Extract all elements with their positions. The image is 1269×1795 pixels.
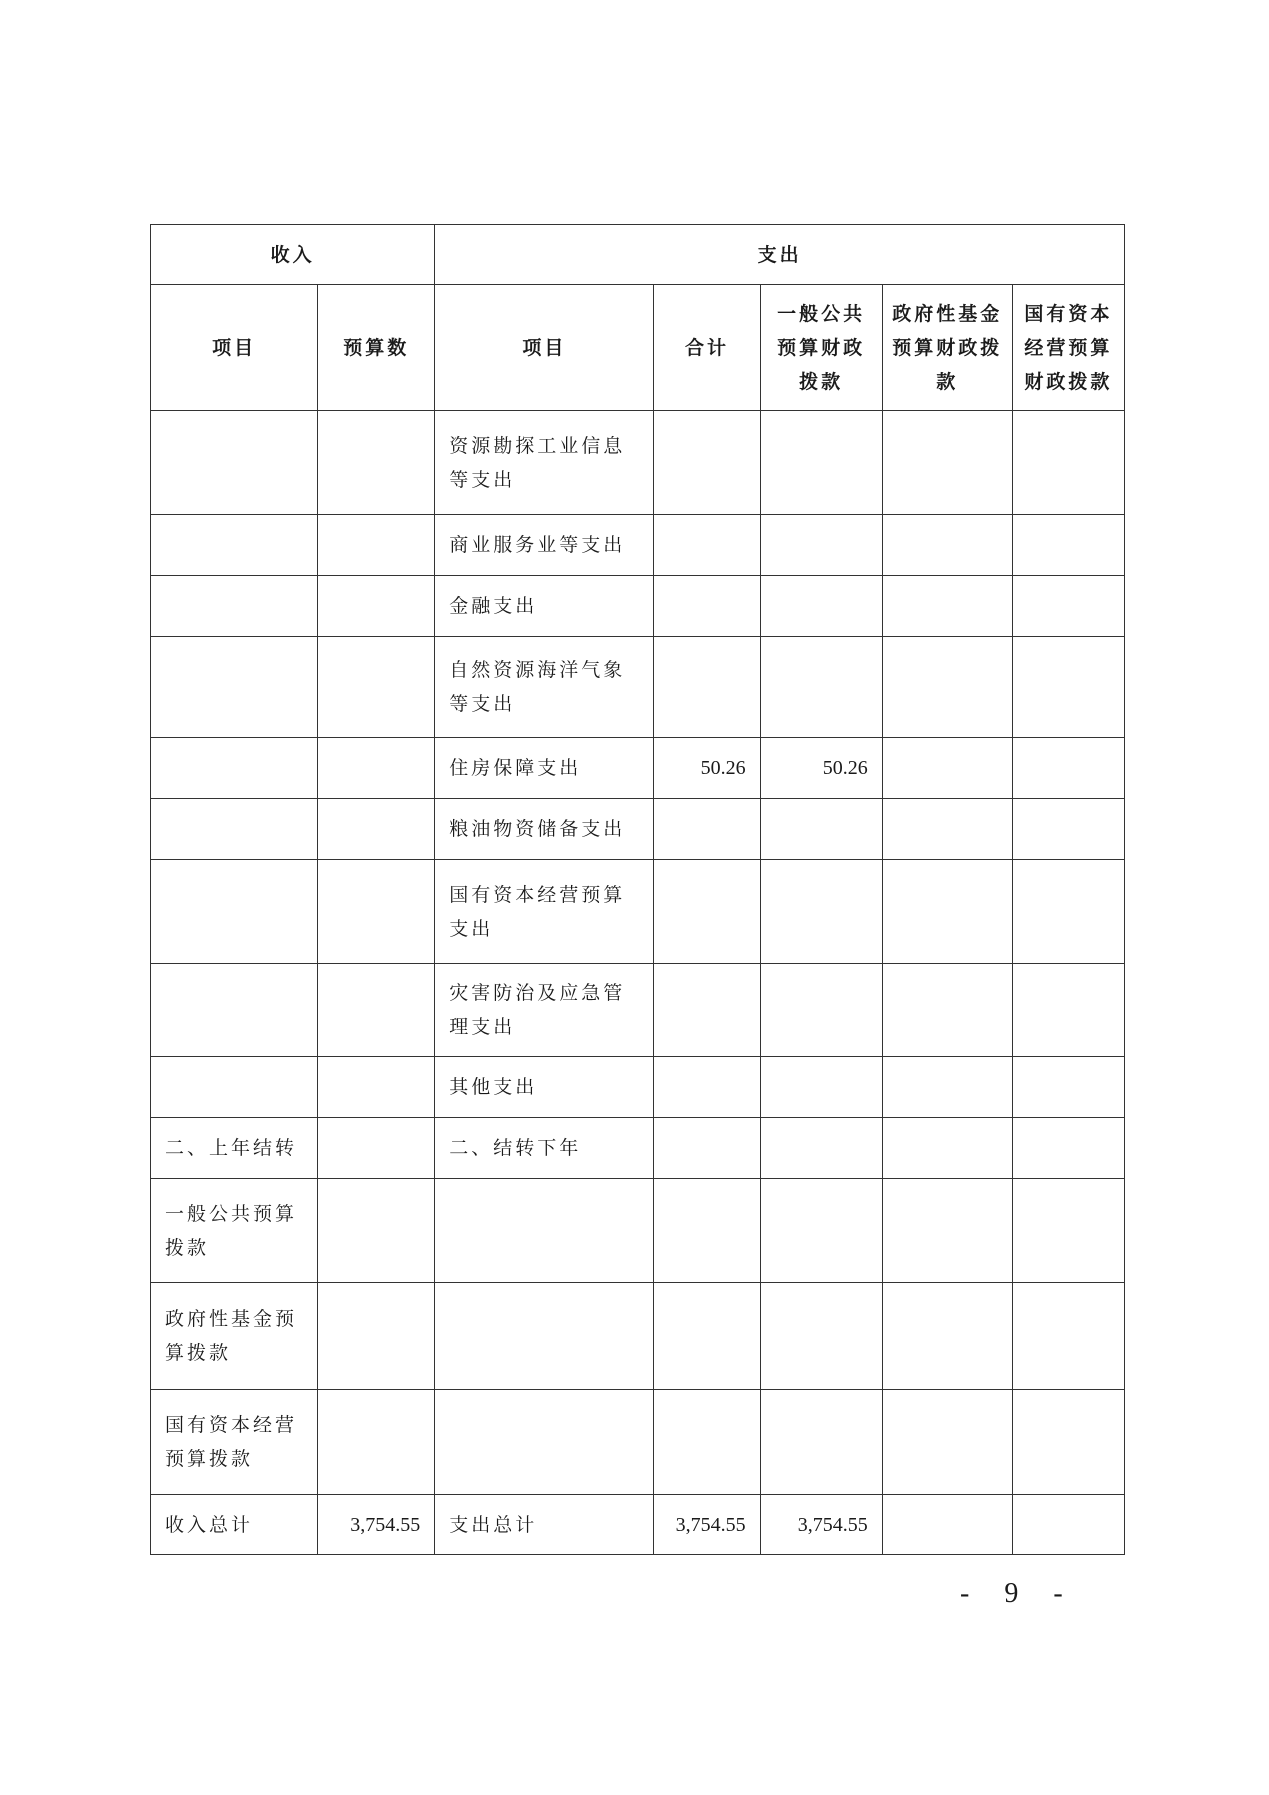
expense-item-cell: 金融支出	[435, 576, 654, 637]
income-item-cell	[151, 1057, 318, 1118]
col-income-item: 项目	[151, 285, 318, 411]
income-item-cell	[151, 411, 318, 515]
income-amount-cell	[318, 964, 435, 1057]
income-amount-cell	[318, 411, 435, 515]
general-cell: 50.26	[760, 738, 882, 799]
state-capital-cell	[1012, 860, 1124, 964]
total-cell	[654, 1179, 760, 1283]
income-item-cell	[151, 799, 318, 860]
general-cell	[760, 964, 882, 1057]
general-cell	[760, 1390, 882, 1495]
total-cell	[654, 515, 760, 576]
expense-item-cell: 资源勘探工业信息等支出	[435, 411, 654, 515]
income-item-cell: 政府性基金预算拨款	[151, 1283, 318, 1390]
gov-fund-cell	[882, 411, 1012, 515]
table-row	[151, 515, 1125, 576]
expense-item-cell: 其他支出	[435, 1057, 654, 1118]
budget-table	[150, 224, 1125, 1555]
col-gov-fund: 政府性基金预算财政拨款	[882, 285, 1012, 411]
expense-item-cell	[435, 1179, 654, 1283]
col-state-capital: 国有资本经营预算财政拨款	[1012, 285, 1124, 411]
general-cell	[760, 1179, 882, 1283]
state-capital-cell	[1012, 964, 1124, 1057]
gov-fund-cell	[882, 964, 1012, 1057]
table-row	[151, 738, 1125, 799]
state-capital-total-amount	[1012, 1495, 1124, 1555]
expense-total-label: 支出总计	[435, 1495, 654, 1555]
expense-item-cell: 国有资本经营预算支出	[435, 860, 654, 964]
total-cell	[654, 1390, 760, 1495]
state-capital-cell	[1012, 411, 1124, 515]
income-amount-cell	[318, 738, 435, 799]
total-cell	[654, 1057, 760, 1118]
expense-item-cell: 商业服务业等支出	[435, 515, 654, 576]
income-item-cell	[151, 860, 318, 964]
total-cell	[654, 1283, 760, 1390]
state-capital-cell	[1012, 576, 1124, 637]
income-amount-cell	[318, 860, 435, 964]
gov-fund-cell	[882, 1283, 1012, 1390]
income-amount-cell	[318, 1118, 435, 1179]
income-total-label: 收入总计	[151, 1495, 318, 1555]
total-cell: 50.26	[654, 738, 760, 799]
expense-item-cell	[435, 1283, 654, 1390]
gov-fund-cell	[882, 738, 1012, 799]
gov-fund-cell	[882, 1118, 1012, 1179]
state-capital-cell	[1012, 637, 1124, 738]
general-cell	[760, 1057, 882, 1118]
income-amount-cell	[318, 1179, 435, 1283]
income-item-cell	[151, 738, 318, 799]
page-number: - 9 -	[960, 1578, 1077, 1609]
total-cell	[654, 411, 760, 515]
col-expense-item: 项目	[435, 285, 654, 411]
income-item-cell	[151, 637, 318, 738]
gov-fund-cell	[882, 1390, 1012, 1495]
table-row	[151, 799, 1125, 860]
income-total-amount: 3,754.55	[318, 1495, 435, 1555]
state-capital-cell	[1012, 1179, 1124, 1283]
income-amount-cell	[318, 637, 435, 738]
table-row	[151, 576, 1125, 637]
total-cell	[654, 1118, 760, 1179]
general-cell	[760, 860, 882, 964]
general-total-amount: 3,754.55	[760, 1495, 882, 1555]
total-cell	[654, 860, 760, 964]
income-item-cell	[151, 964, 318, 1057]
general-cell	[760, 411, 882, 515]
gov-fund-cell	[882, 1057, 1012, 1118]
general-cell	[760, 799, 882, 860]
col-total: 合计	[654, 285, 760, 411]
income-amount-cell	[318, 1057, 435, 1118]
income-item-cell	[151, 515, 318, 576]
general-cell	[760, 1283, 882, 1390]
table-row	[151, 1179, 1125, 1283]
gov-fund-cell	[882, 799, 1012, 860]
income-amount-cell	[318, 1283, 435, 1390]
income-item-cell: 一般公共预算拨款	[151, 1179, 318, 1283]
expense-item-cell	[435, 1390, 654, 1495]
expense-item-cell: 粮油物资储备支出	[435, 799, 654, 860]
state-capital-cell	[1012, 1390, 1124, 1495]
table-row	[151, 1118, 1125, 1179]
income-amount-cell	[318, 515, 435, 576]
expense-item-cell: 二、结转下年	[435, 1118, 654, 1179]
col-budget-amount: 预算数	[318, 285, 435, 411]
table-row	[151, 1057, 1125, 1118]
header-row-columns	[151, 285, 1125, 411]
expense-item-cell: 住房保障支出	[435, 738, 654, 799]
gov-fund-total-amount	[882, 1495, 1012, 1555]
income-amount-cell	[318, 576, 435, 637]
expense-item-cell: 灾害防治及应急管理支出	[435, 964, 654, 1057]
table-row	[151, 1283, 1125, 1390]
income-item-cell	[151, 576, 318, 637]
income-amount-cell	[318, 1390, 435, 1495]
expense-total-amount: 3,754.55	[654, 1495, 760, 1555]
income-item-cell: 国有资本经营预算拨款	[151, 1390, 318, 1495]
state-capital-cell	[1012, 1118, 1124, 1179]
table-row	[151, 411, 1125, 515]
total-cell	[654, 576, 760, 637]
expense-item-cell: 自然资源海洋气象等支出	[435, 637, 654, 738]
table-row	[151, 637, 1125, 738]
gov-fund-cell	[882, 515, 1012, 576]
col-general: 一般公共预算财政拨款	[760, 285, 882, 411]
header-row-top	[151, 225, 1125, 285]
gov-fund-cell	[882, 1179, 1012, 1283]
gov-fund-cell	[882, 860, 1012, 964]
state-capital-cell	[1012, 515, 1124, 576]
state-capital-cell	[1012, 1283, 1124, 1390]
general-cell	[760, 576, 882, 637]
header-income: 收入	[151, 225, 435, 285]
state-capital-cell	[1012, 1057, 1124, 1118]
table-row	[151, 860, 1125, 964]
total-cell	[654, 964, 760, 1057]
total-cell	[654, 637, 760, 738]
state-capital-cell	[1012, 738, 1124, 799]
header-expense: 支出	[435, 225, 1125, 285]
income-amount-cell	[318, 799, 435, 860]
general-cell	[760, 515, 882, 576]
total-cell	[654, 799, 760, 860]
general-cell	[760, 1118, 882, 1179]
state-capital-cell	[1012, 799, 1124, 860]
general-cell	[760, 637, 882, 738]
gov-fund-cell	[882, 637, 1012, 738]
table-row	[151, 964, 1125, 1057]
gov-fund-cell	[882, 576, 1012, 637]
income-item-cell: 二、上年结转	[151, 1118, 318, 1179]
table-row	[151, 1390, 1125, 1495]
total-row	[151, 1495, 1125, 1555]
